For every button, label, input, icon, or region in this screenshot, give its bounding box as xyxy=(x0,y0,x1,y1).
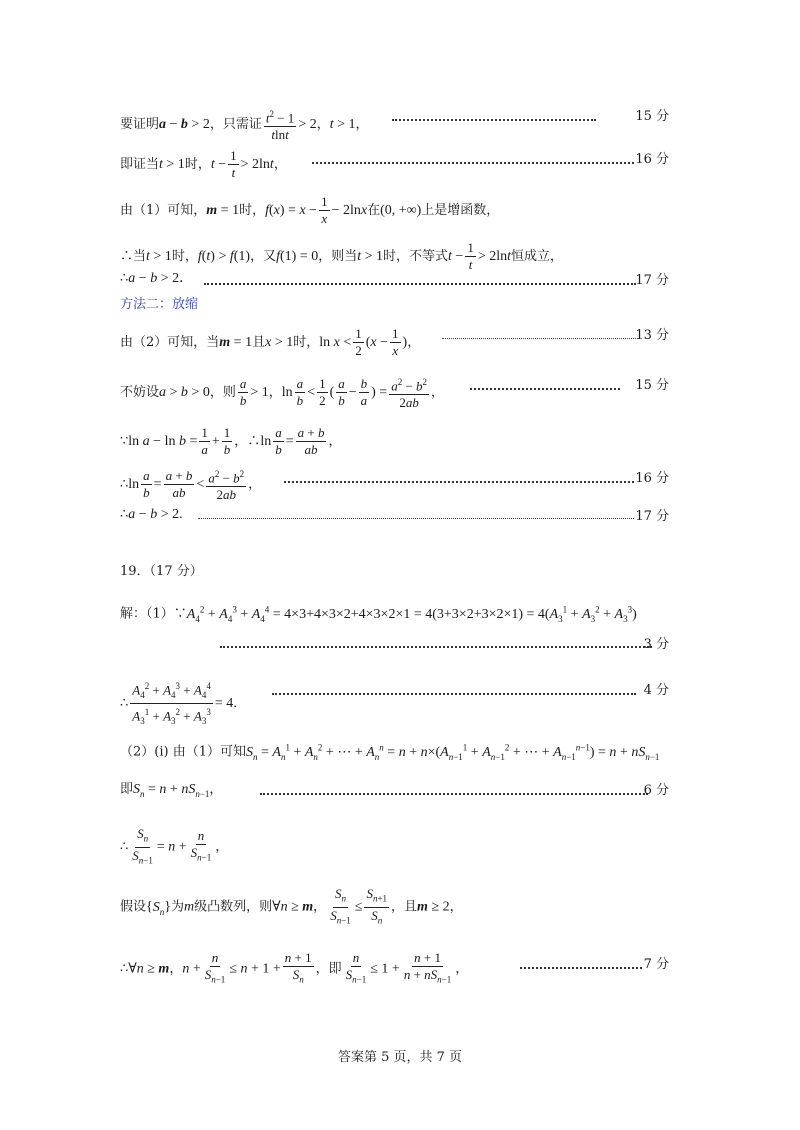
score-label: 13 分 xyxy=(635,328,669,343)
proof-line-10: ∴a − b > 2. xyxy=(120,507,183,522)
score-label: 6 分 xyxy=(643,783,669,798)
score-label: 15 分 xyxy=(635,378,669,393)
proof-line-3: 由（1）可知，m = 1时，f(x) = x − $\frac{1}{x}$ − 2lnx在(0, +∞)上是增函数， xyxy=(120,194,500,226)
dot-leader xyxy=(260,793,648,795)
dot-leader xyxy=(220,646,652,648)
page-footer: 答案第 5 页，共 7 页 xyxy=(337,1050,463,1065)
dot-leader xyxy=(204,283,636,285)
solution-line-5: ∴ $\frac{S_n}{S_{n-1}}$ = n + $\frac{n}{S_{n-1}}$ ， xyxy=(120,826,229,866)
dot-leader xyxy=(520,967,642,969)
score-label: 17 分 xyxy=(635,509,669,524)
solution-line-2: ∴ $\frac{A_4^2 + A_4^3 + A_4^4}{A_3^1 + A_3^2 + A_3^3}$ = 4． xyxy=(120,678,246,729)
dot-leader xyxy=(470,388,620,390)
dot-leader xyxy=(198,518,634,519)
score-label: 7 分 xyxy=(643,957,669,972)
solution-line-6: 假设$\{S_n\}$为m级凸数列，则∀n ≥ m， $\frac{S_n}{S_{n-1}}$ ≤ $\frac{S_{n+1}}{S_n}$ ，且m ≥ 2， xyxy=(120,886,463,926)
proof-line-8: ∵ln a − ln b = $\frac{1}{a}$ + $\frac{1}{b}$ ，∴ln $\frac{a}{b}$ = $\frac{a + b}{ab}$ ， xyxy=(120,425,342,457)
solution-line-4: 即$S_n = n + nS_{n-1}$， xyxy=(120,782,223,799)
method-2-heading: 方法二：放缩 xyxy=(120,297,199,312)
proof-line-7: 不妨设a > b > 0，则 $\frac{a}{b}$ > 1，ln $\frac{a}{b}$ < $\frac{1}{2}$ ( $\frac{a}{b}$ − $\frac{b}{a}$ ) = $\frac{a^2 - b^2}{2ab}$ ， xyxy=(120,374,444,411)
solution-line-3: （2）(i) 由（1）可知$S_n = A_n^1 + A_n^2$ + ⋯ + $A_n^n = n + n\times(A_{n-1}^1 + A_{n-1}^2$ + ⋯ + $A_{n-1}^{n-1}) = n + nS_{n-1}$ xyxy=(120,742,660,762)
proof-line-5: ∴a − b > 2． xyxy=(120,271,194,286)
score-label: 15 分 xyxy=(635,109,669,124)
proof-line-6: 由（2）可知，当m = 1且x > 1时，ln x < $\frac{1}{2}$ (x − $\frac{1}{x}$ )， xyxy=(120,326,421,358)
solution-line-1: 解：$(1)\because A_4^2 + A_4^3 + A_4^4 = 4\times 3+4\times 3\times 2+4\times 3\times 2\times 1 = 4(3+3\times 2+3\times 2\times 1) = 4(A_3^1 + A_3^2 + A_3^3)$ xyxy=(120,604,637,624)
dot-leader xyxy=(272,693,636,695)
proof-line-9: ∴ln $\frac{a}{b}$ = $\frac{a + b}{ab}$ < $\frac{a^2 - b^2}{2ab}$ ， xyxy=(120,466,261,503)
dot-leader xyxy=(442,338,638,339)
proof-line-2: 即证当t > 1时，t − $\frac{1}{t}$ > 2lnt， xyxy=(120,148,287,180)
dot-leader xyxy=(392,119,596,121)
proof-line-1: 要证明a − b > 2，只需证 $\frac{t^2 - 1}{tlnt}$ > 2，t > 1， xyxy=(120,106,369,143)
score-label: 16 分 xyxy=(635,152,669,167)
score-label: 16 分 xyxy=(635,471,669,486)
dot-leader xyxy=(312,162,634,164)
score-label: 4 分 xyxy=(643,683,669,698)
proof-line-4: ∴当t > 1时，f(t) > f(1)，又f(1) = 0，则当t > 1时，不等式t − $\frac{1}{t}$ > 2lnt恒成立， xyxy=(120,240,564,272)
score-label: 17 分 xyxy=(635,273,669,288)
solution-line-7: ∴∀n ≥ m，n + $\frac{n}{S_{n-1}}$ ≤ n + 1 + $\frac{n + 1}{S_n}$ ，即 $\frac{n}{S_{n-1}}$ ≤ 1 + $\frac{n + 1}{n + nS_{n-1}}$ ， xyxy=(120,950,469,985)
dot-leader xyxy=(284,481,634,483)
score-label: 3 分 xyxy=(643,637,669,652)
question-19-heading: 19．（17 分） xyxy=(120,564,203,579)
